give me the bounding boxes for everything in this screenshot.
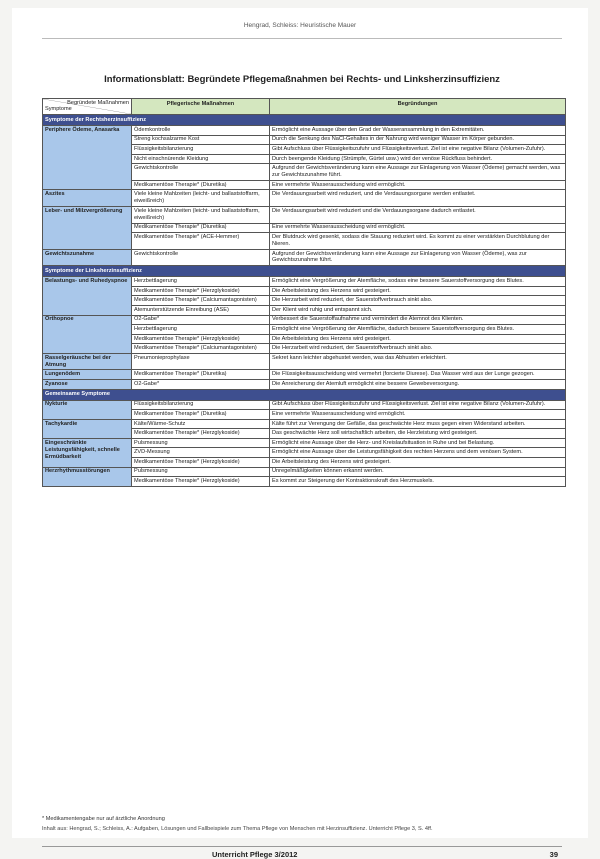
symptom-cell: Aszites <box>43 190 132 207</box>
reason-cell: Durch die Senkung des NaCl-Gehaltes in der Nahrung wird weniger Wasser im Körper gebunden. <box>270 135 566 145</box>
measure-cell: Medikamentöse Therapie* (Diuretika) <box>132 180 270 190</box>
symptom-cell: Lungenödem <box>43 370 132 380</box>
reason-cell: Eine vermehrte Wasserausscheidung wird ermöglicht. <box>270 410 566 420</box>
table-row <box>43 400 566 410</box>
measure-cell: Medikamentöse Therapie* (Diuretika) <box>132 223 270 233</box>
corner-label-measures: Begründete Maßnahmen <box>67 100 129 106</box>
measure-cell: Pulsmessung <box>132 438 270 448</box>
reason-cell: Die Verdauungsarbeit wird reduziert, und die Verdauungsorgane werden entlastet. <box>270 190 566 207</box>
reason-cell: Unregelmäßigkeiten können erkannt werden. <box>270 467 566 477</box>
reason-cell: Ermöglicht eine Aussage über die Leistungsfähigkeit des rechten Herzens und dem venösen System. <box>270 448 566 458</box>
reason-cell: Die Flüssigkeitsausscheidung wird vermehrt (forcierte Diurese). Das Wasser wird aus der Lunge gezogen. <box>270 370 566 380</box>
reason-cell: Die Herzarbeit wird reduziert, der Sauerstoffverbrauch sinkt also. <box>270 296 566 306</box>
symptom-cell: Orthopnoe <box>43 315 132 353</box>
reason-cell: Das geschwächte Herz soll wirtschaftlich arbeiten, die Herzleistung wird gesteigert. <box>270 429 566 439</box>
reason-cell: Ermöglicht eine Aussage über den Grad der Wasseransammlung in den Extremitäten. <box>270 125 566 135</box>
symptom-cell: Eingeschränkte Leistungsfähigkeit, schnelle Ermüdbarkeit <box>43 438 132 467</box>
column-header-reasons: Begründungen <box>270 99 566 115</box>
reason-cell: Der Blutdruck wird gesenkt, sodass die Stauung reduziert wird. Es kommt zu einer verstärkten Durchblutung der Nieren. <box>270 233 566 250</box>
measure-cell: Kälte/Wärme-Schutz <box>132 419 270 429</box>
table-row <box>43 353 566 370</box>
measure-cell: Medikamentöse Therapie* (Calciumantagonisten) <box>132 344 270 354</box>
reason-cell: Die Arbeitsleistung des Herzens wird gesteigert. <box>270 334 566 344</box>
reason-cell: Eine vermehrte Wasserausscheidung wird ermöglicht. <box>270 180 566 190</box>
reason-cell: Verbessert die Sauerstoffaufnahme und vermindert die Atemnot des Klienten. <box>270 315 566 325</box>
table-row <box>43 277 566 287</box>
reason-cell: Ermöglicht eine Vergrößerung der Atemfläche, dadurch bessere Sauerstoffversorgung des Blutes. <box>270 325 566 335</box>
measure-cell: Medikamentöse Therapie* (Herzglykoside) <box>132 286 270 296</box>
reason-cell: Die Arbeitsleistung des Herzens wird gesteigert. <box>270 286 566 296</box>
source-note: Inhalt aus: Hengrad, S.; Schleiss, A.: Aufgaben, Lösungen und Fallbeispiele zum Thema Pflege von Menschen mit Herzinsuffizienz. Unterricht Pflege 3, S. 4ff. <box>42 826 433 832</box>
reason-cell: Sekret kann leichter abgehustet werden, was das Abhusten erleichtert. <box>270 353 566 370</box>
table-row <box>43 207 566 224</box>
measure-cell: O2-Gabe* <box>132 315 270 325</box>
symptom-cell: Herzrhythmusstörungen <box>43 467 132 486</box>
measure-cell: Atemunterstützende Einreibung (ASE) <box>132 305 270 315</box>
measure-cell: Gewichtskontrolle <box>132 249 270 266</box>
measure-cell: Medikamentöse Therapie* (Herzglykoside) <box>132 458 270 468</box>
section-header-row <box>43 115 566 126</box>
reason-cell: Die Verdauungsarbeit wird reduziert und die Verdauungsorgane dadurch entlastet. <box>270 207 566 224</box>
symptom-cell: Belastungs- und Ruhedyspnoe <box>43 277 132 315</box>
journal-name: Unterricht Pflege 3/2012 <box>212 850 298 859</box>
reason-cell: Eine vermehrte Wasserausscheidung wird ermöglicht. <box>270 223 566 233</box>
table-body <box>43 115 566 487</box>
reason-cell: Die Anreicherung der Atemluft ermöglicht eine bessere Gewebeversorgung. <box>270 380 566 390</box>
reason-cell: Es kommt zur Steigerung der Kontraktionskraft des Herzmuskels. <box>270 477 566 487</box>
measure-cell: Gewichtskontrolle <box>132 164 270 181</box>
symptom-cell: Nykturie <box>43 400 132 419</box>
symptom-cell: Gewichtszunahme <box>43 249 132 266</box>
corner-header-cell <box>43 99 132 115</box>
measure-cell: Herzbettlagerung <box>132 325 270 335</box>
table-row <box>43 419 566 429</box>
measure-cell: Herzbettlagerung <box>132 277 270 287</box>
measure-cell: Nicht einschnürende Kleidung <box>132 154 270 164</box>
table-row <box>43 190 566 207</box>
measure-cell: Medikamentöse Therapie* (Diuretika) <box>132 410 270 420</box>
reason-cell: Gibt Aufschluss über Flüssigkeitszufuhr und Flüssigkeitsverlust. Ziel ist eine negative Bilanz (Volumen-Zufuhr). <box>270 145 566 155</box>
symptom-cell: Leber- und Milzvergrößerung <box>43 207 132 250</box>
table-row <box>43 315 566 325</box>
reason-cell: Ermöglicht eine Vergrößerung der Atemfläche, sodass eine bessere Sauerstoffversorgung des Blutes. <box>270 277 566 287</box>
reason-cell: Gibt Aufschluss über Flüssigkeitszufuhr und Flüssigkeitsverlust. Ziel ist eine negative Bilanz (Volumen-Zufuhr). <box>270 400 566 410</box>
running-head: Hengrad, Schleiss: Heuristische Mauer <box>243 22 357 29</box>
table-row <box>43 249 566 266</box>
symptom-cell: Periphere Ödeme, Anasarka <box>43 125 132 189</box>
measure-cell: Medikamentöse Therapie* (Calciumantagonisten) <box>132 296 270 306</box>
header-divider <box>42 38 562 39</box>
page-number: 39 <box>549 850 558 859</box>
symptom-cell: Rasselgeräusche bei der Atmung <box>43 353 132 370</box>
measures-table <box>42 98 566 487</box>
section-header-row <box>43 266 566 277</box>
reason-cell: Aufgrund der Gewichtsveränderung kann eine Aussage zur Einlagerung von Wasser (Ödeme), was zur Gewichtszunahme führt. <box>270 249 566 266</box>
table-row <box>43 125 566 135</box>
reason-cell: Aufgrund der Gewichtsveränderung kann eine Aussage zur Einlagerung von Wasser (Ödeme) gemacht werden, was zur Gewichtszunahme führt. <box>270 164 566 181</box>
reason-cell: Die Herzarbeit wird reduziert, der Sauerstoffverbrauch sinkt also. <box>270 344 566 354</box>
reason-cell: Ermöglicht eine Aussage über die Herz- und Kreislaufsituation in Ruhe und bei Belastung. <box>270 438 566 448</box>
measure-cell: O2-Gabe* <box>132 380 270 390</box>
symptom-cell: Zyanose <box>43 380 132 390</box>
symptom-cell: Tachykardie <box>43 419 132 438</box>
document-page <box>12 8 588 859</box>
table-row <box>43 438 566 448</box>
measure-cell: Medikamentöse Therapie* (Herzglykoside) <box>132 429 270 439</box>
table-row <box>43 380 566 390</box>
section-title: Symptome der Linksherzinsuffizienz <box>43 266 566 277</box>
measure-cell: Pulsmessung <box>132 467 270 477</box>
corner-label-symptoms: Symptome <box>45 106 72 113</box>
measure-cell: Streng kochsalzarme Kost <box>132 135 270 145</box>
reason-cell: Kälte führt zur Verengung der Gefäße, das geschwächte Herz muss gegen einen Widerstand arbeiten. <box>270 419 566 429</box>
reason-cell: Durch beengende Kleidung (Strümpfe, Gürtel usw.) wird der venöse Rückfluss behindert. <box>270 154 566 164</box>
footer-divider <box>42 846 562 847</box>
measure-cell: ZVD-Messung <box>132 448 270 458</box>
table-header-row <box>43 99 566 115</box>
table-row <box>43 370 566 380</box>
section-header-row <box>43 389 566 400</box>
measure-cell: Flüssigkeitsbilanzierung <box>132 400 270 410</box>
measure-cell: Flüssigkeitsbilanzierung <box>132 145 270 155</box>
section-title: Gemeinsame Symptome <box>43 389 566 400</box>
measure-cell: Ödemkontrolle <box>132 125 270 135</box>
footnote: * Medikamentengabe nur auf ärztliche Anordnung <box>42 816 165 822</box>
measure-cell: Medikamentöse Therapie* (Diuretika) <box>132 370 270 380</box>
measure-cell: Viele kleine Mahlzeiten (leicht- und ballaststoffarm, eiweißreich) <box>132 207 270 224</box>
measure-cell: Medikamentöse Therapie* (Herzglykoside) <box>132 334 270 344</box>
table-row <box>43 467 566 477</box>
measure-cell: Viele kleine Mahlzeiten (leicht- und ballaststoffarm, eiweißreich) <box>132 190 270 207</box>
measure-cell: Medikamentöse Therapie* (Herzglykoside) <box>132 477 270 487</box>
measure-cell: Pneumonieprophylaxe <box>132 353 270 370</box>
reason-cell: Die Arbeitsleistung des Herzens wird gesteigert. <box>270 458 566 468</box>
reason-cell: Der Klient wird ruhig und entspannt sich. <box>270 305 566 315</box>
measure-cell: Medikamentöse Therapie* (ACE-Hemmer) <box>132 233 270 250</box>
section-title: Symptome der Rechtsherzinsuffizienz <box>43 115 566 126</box>
document-title: Informationsblatt: Begründete Pflegemaßnahmen bei Rechts- und Linksherzinsuffizienz <box>104 74 500 85</box>
column-header-measures: Pflegerische Maßnahmen <box>132 99 270 115</box>
